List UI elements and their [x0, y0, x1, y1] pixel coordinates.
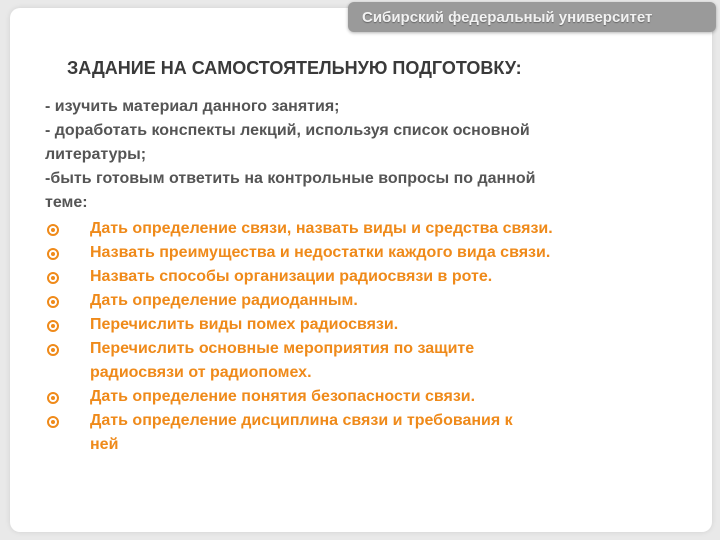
task-item	[45, 217, 685, 241]
intro-line: - изучить материал данного занятия;	[45, 98, 340, 115]
circled-dot-bullet-icon	[47, 344, 59, 356]
task-item	[45, 385, 685, 409]
task-item	[45, 241, 685, 265]
intro-line: теме:	[45, 194, 88, 211]
task-line: Перечислить основные мероприятия по защите	[90, 340, 475, 357]
task-line: Дать определение понятия безопасности связи.	[90, 388, 476, 405]
circled-dot-bullet-icon	[47, 248, 59, 260]
task-line: радиосвязи от радиопомех.	[90, 364, 312, 381]
task-item	[45, 409, 685, 457]
task-list	[45, 217, 685, 457]
university-banner	[348, 2, 716, 32]
task-line: Дать определение радиоданным.	[90, 292, 358, 309]
intro-line: - доработать конспекты лекций, используя список основной	[45, 122, 530, 139]
intro-line: литературы;	[45, 146, 147, 163]
circled-dot-bullet-icon	[47, 416, 59, 428]
task-line: Назвать преимущества и недостатки каждого вида связи.	[90, 244, 551, 261]
circled-dot-bullet-icon	[47, 320, 59, 332]
task-line: Дать определение дисциплина связи и требования к	[90, 412, 513, 429]
task-line: ней	[90, 436, 119, 453]
task-item	[45, 313, 685, 337]
task-line: Назвать способы организации радиосвязи в роте.	[90, 268, 493, 285]
slide-title: ЗАДАНИЕ НА САМОСТОЯТЕЛЬНУЮ ПОДГОТОВКУ:	[67, 58, 522, 78]
task-item	[45, 337, 685, 385]
intro-line: -быть готовым ответить на контрольные вопросы по данной	[45, 170, 536, 187]
task-line: Перечислить виды помех радиосвязи.	[90, 316, 399, 333]
task-item	[45, 265, 685, 289]
circled-dot-bullet-icon	[47, 296, 59, 308]
task-line: Дать определение связи, назвать виды и средства связи.	[90, 220, 553, 237]
circled-dot-bullet-icon	[47, 272, 59, 284]
circled-dot-bullet-icon	[47, 224, 59, 236]
intro-text	[45, 95, 605, 215]
university-name: Сибирский федеральный университет	[362, 8, 653, 26]
circled-dot-bullet-icon	[47, 392, 59, 404]
task-item	[45, 289, 685, 313]
